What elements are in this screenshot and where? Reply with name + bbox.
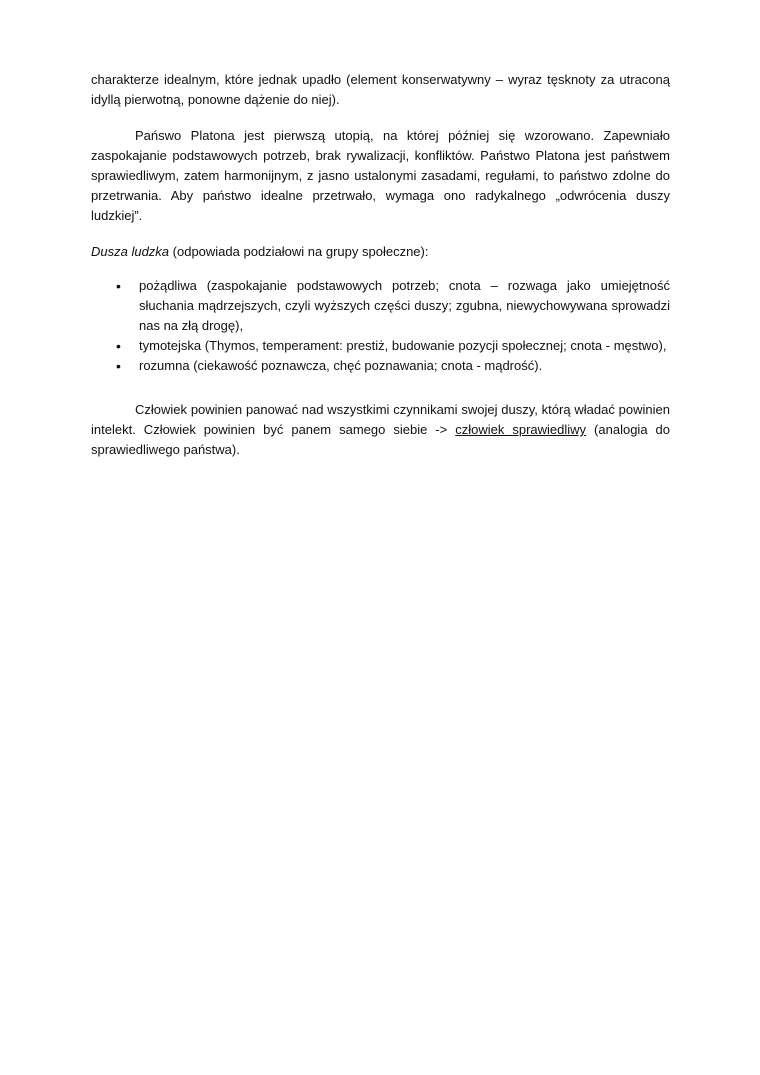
list-item	[91, 276, 670, 336]
soul-intro-text: (odpowiada podziałowi na grupy społeczne):	[169, 244, 429, 259]
paragraph-continuation: charakterze idealnym, które jednak upadło (element konserwatywny – wyraz tęsknoty za utraconą idyllą pierwotną, ponowne dążenie do niej).	[91, 72, 670, 107]
just-man-text-end: (analogia do sprawiedliwego państwa).	[91, 422, 671, 457]
paragraph-plato-state: Pańswo Platona jest pierwszą utopią, na której później się wzorowano. Zapewniało zaspokajanie podstawowych potrzeb, brak rywalizacji, konfliktów. Państwo Platona jest państwem sprawiedliwym, zatem harmonijnym, z jasno ustalonymi zasadami, regułami, to państwo zdolne do przetrwania. Aby państwo idealne przetrwało, wymaga ono radykalnego „odwrócenia duszy ludzkiej”.	[91, 128, 670, 223]
document-page	[91, 70, 670, 460]
list-item	[91, 336, 670, 356]
bullet-icon: •	[116, 278, 121, 294]
just-man-text-start: Człowiek powinien panować nad wszystkimi czynnikami swojej duszy, którą władać powinien intelekt. Człowiek powinien być panem samego siebie ->	[91, 402, 670, 437]
list-item-text: rozumna (ciekawość poznawcza, chęć poznawania; cnota - mądrość).	[139, 358, 543, 373]
list-item-text: pożądliwa (zaspokajanie podstawowych potrzeb; cnota – rozwaga jako umiejętność słuchania mądrzejszych, czyli wyższych części duszy; zgubna, niewychowywana sprowadzi nas na złą drogę),	[139, 278, 670, 333]
soul-parts-list	[91, 276, 670, 376]
just-man-term: człowiek sprawiedliwy	[455, 422, 587, 437]
list-item-text: tymotejska (Thymos, temperament: prestiż, budowanie pozycji społecznej; cnota - męstwo),	[139, 338, 667, 353]
paragraph-just-man	[91, 400, 670, 460]
soul-term: Dusza ludzka	[91, 244, 170, 259]
bullet-icon: •	[116, 358, 121, 374]
list-item	[91, 356, 670, 376]
paragraph-human-soul-intro	[91, 242, 670, 262]
bullet-icon: •	[116, 338, 121, 354]
